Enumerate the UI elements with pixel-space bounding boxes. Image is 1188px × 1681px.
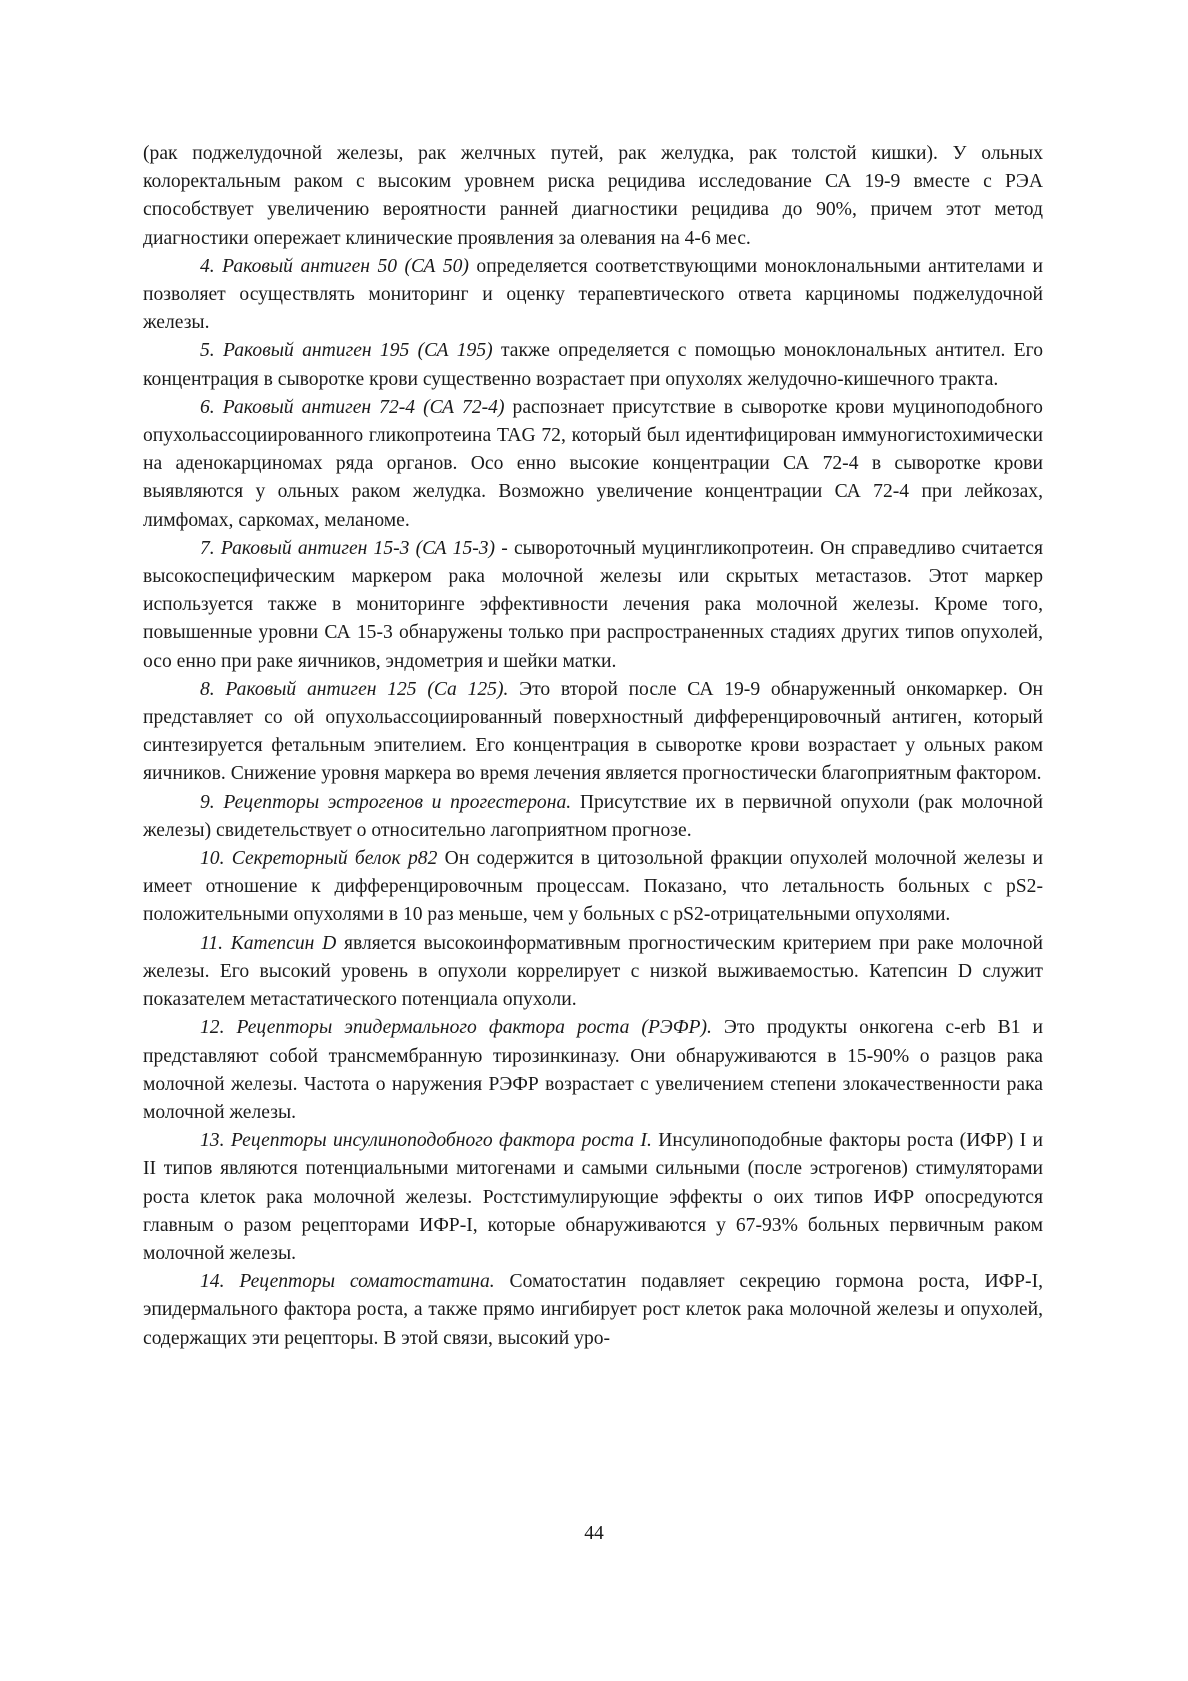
paragraph-heading: 7. Раковый антиген 15-3 (СА 15-3) <box>200 537 496 559</box>
paragraph-text: Это второй после СА 19-9 обнаруженный онкомаркер. Он представляет со ой опухольассоциированный поверхностный дифференцировочный антиген, который синтезируется фетальным эпителием. Его концентрация в сыворотке крови возрастает у ольных раком яичников. Снижение уровня маркера во время лечения является прогностически благоприятным фактором. <box>143 678 1043 785</box>
paragraph-cathepsin-d <box>143 930 1043 1015</box>
paragraph-heading: 6. Раковый антиген 72-4 (СА 72-4) <box>200 396 505 418</box>
paragraph-text: - сывороточный муцингликопротеин. Он справедливо считается высокоспецифическим маркером рака молочной железы или скрытых метастазов. Этот маркер используется также в мониторинге эффективности лечения рака молочной железы. Кроме того, повышенные уровни СА 15-3 обнаружены только при распространенных стадиях других типов опухолей, осо енно при раке яичников, эндометрия и шейки матки. <box>143 537 1043 672</box>
paragraph-text: является высокоинформативным прогностическим критерием при раке молочной железы. Его высокий уровень в опухоли коррелирует с низкой выживаемостью. Катепсин D служит показателем метастатического потенциала опухоли. <box>143 932 1044 1011</box>
paragraph-ca195 <box>143 337 1043 393</box>
paragraph-heading: 8. Раковый антиген 125 (Са 125). <box>200 678 509 700</box>
paragraph-secretory-protein <box>143 845 1043 930</box>
paragraph-text: также определяется с помощью моноклональных антител. Его концентрация в сыворотке крови существенно возрастает при опухолях желудочно-кишечного тракта. <box>143 340 1043 390</box>
paragraph-continuation <box>143 140 1043 253</box>
paragraph-heading: 4. Раковый антиген 50 (СА 50) <box>200 255 469 277</box>
paragraph-text: Он содержится в цитозольной фракции опухолей молочной железы и имеет отношение к дифференцировочным процессам. Показано, что летальность больных с pS2-положительными опухолями в 10 раз меньше, чем у больных с pS2-отрицательными опухолями. <box>143 848 1044 926</box>
paragraph-text: (рак поджелудочной железы, рак желчных путей, рак желудка, рак толстой кишки). У ольных колоректальным раком с высоким уровнем риска рецидива исследование СА 19-9 вместе с РЭА способствует увеличению вероятности ранней диагностики рецидива до 90%, причем этот метод диагностики опережает клинические проявления за олевания на 4-6 мес. <box>143 143 1043 249</box>
paragraph-ca15-3 <box>143 535 1043 676</box>
paragraph-heading: 10. Секреторный белок р82 <box>200 848 438 870</box>
paragraph-heading: 13. Рецепторы инсулиноподобного фактора роста I. <box>200 1130 652 1152</box>
paragraph-egfr <box>143 1014 1043 1127</box>
paragraph-igf-receptors <box>143 1127 1043 1268</box>
paragraph-text: Присутствие их в первичной опухоли (рак молочной железы) свидетельствует о относительно лагоприятном прогнозе. <box>143 791 1043 841</box>
paragraph-heading: 14. Рецепторы соматостатина. <box>200 1271 495 1293</box>
paragraph-heading: 11. Катепсин D <box>200 932 337 954</box>
document-body <box>143 140 1043 1353</box>
paragraph-heading: 5. Раковый антиген 195 (СА 195) <box>200 340 493 362</box>
paragraph-estrogen-receptors <box>143 789 1043 845</box>
paragraph-ca50 <box>143 253 1043 338</box>
paragraph-text: Это продукты онкогена c-erb B1 и представляют собой трансмембранную тирозинкиназу. Они обнаруживаются в 15-90% о разцов рака молочной железы. Частота о наружения РЭФР возрастает с увеличением степени злокачественности рака молочной железы. <box>143 1017 1043 1123</box>
paragraph-ca72-4 <box>143 394 1043 535</box>
paragraph-somatostatin-receptors <box>143 1268 1043 1353</box>
paragraph-text: определяется соответствующими моноклональными антителами и позволяет осуществлять мониторинг и оценку терапевтического ответа карциномы поджелудочной железы. <box>143 255 1043 334</box>
paragraph-text: распознает присутствие в сыворотке крови муциноподобного опухольассоциированного гликопротеина TAG 72, который был идентифицирован иммуногистохимически на аденокарциномах ряда органов. Осо енно высокие концентрации СА 72-4 в сыворотке крови выявляются у ольных раком желудка. Возможно увеличение концентрации СА 72-4 при лейкозах, лимфомах, саркомах, меланоме. <box>143 396 1043 531</box>
paragraph-text: Инсулиноподобные факторы роста (ИФР) I и II типов являются потенциальными митогенами и самыми сильными (после эстрогенов) стимуляторами роста клеток рака молочной железы. Ростстимулирующие эффекты о оих типов ИФР опосредуются главным о разом рецепторами ИФР-I, которые обнаруживаются у 67-93% больных первичным раком молочной железы. <box>143 1130 1044 1264</box>
page-number: 44 <box>584 1523 604 1544</box>
paragraph-text: Соматостатин подавляет секрецию гормона роста, ИФР-I, эпидермального фактора роста, а также прямо ингибирует рост клеток рака молочной железы и опухолей, содержащих эти рецепторы. В этой связи, высокий уро- <box>143 1271 1043 1349</box>
paragraph-heading: 9. Рецепторы эстрогенов и прогестерона. <box>200 791 572 813</box>
paragraph-heading: 12. Рецепторы эпидермального фактора роста (РЭФР). <box>200 1017 712 1039</box>
paragraph-ca125 <box>143 676 1043 789</box>
